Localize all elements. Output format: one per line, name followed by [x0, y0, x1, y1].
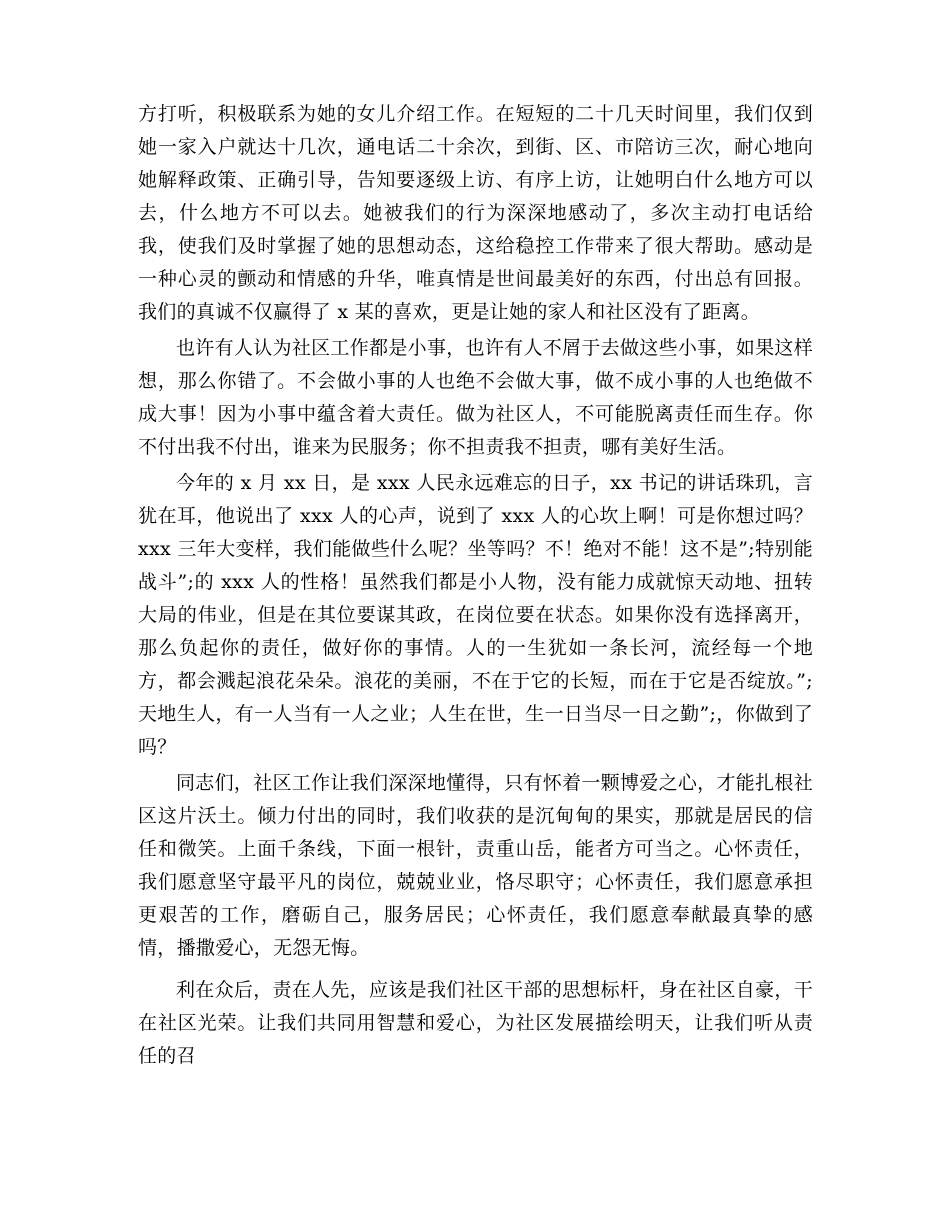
paragraph-gap — [138, 965, 813, 974]
paragraph-4: 同志们，社区工作让我们深深地懂得，只有怀着一颗博爱之心，才能扎根社区这片沃土。倾力付出的同时，我们收获的是沉甸甸的果实，那就是居民的信任和微笑。上面千条线，下面一根针，责重山岳，能者方可当之。心怀责任，我们愿意坚守最平凡的岗位，兢兢业业，恪尽职守；心怀责任，我们愿意承担更艰苦的工作，磨砺自己，服务居民；心怀责任，我们愿意奉献最真挚的感情，播撒爱心，无怨无悔。 — [138, 772, 813, 959]
paragraph-3: 今年的 x 月 xx 日，是 xxx 人民永远难忘的日子，xx 书记的讲话珠玑，言犹在耳，他说出了 xxx 人的心声，说到了 xxx 人的心坎上啊！可是你想过吗？xxx 三年大变样，我们能做些什么呢？坐等吗？不！绝对不能！这不是”;特别能战斗”;的 xxx 人的性格！虽然我们都是小人物，没有能力成就惊天动地、扭转大局的伟业，但是在其位要谋其政，在岗位要在状态。如果你没有选择离开，那么负起你的责任，做好你的事情。人的一生犹如一条长河，流经每一个地方，都会溅起浪花朵朵。浪花的美丽，不在于它的长短，而在于它是否绽放。”;天地生人，有一人当有一人之业；人生在世，生一日当尽一日之勤”;，你做到了吗？ — [138, 472, 813, 758]
paragraph-2: 也许有人认为社区工作都是小事，也许有人不屑于去做这些小事，如果这样想，那么你错了。不会做小事的人也绝不会做大事，做不成小事的人也绝做不成大事！因为小事中蕴含着大责任。做为社区人，不可能脱离责任而生存。你不付出我不付出，谁来为民服务；你不担责我不担责，哪有美好生活。 — [138, 337, 813, 458]
paragraph-1: 方打听，积极联系为她的女儿介绍工作。在短短的二十几天时间里，我们仅到她一家入户就达十几次，通电话二十余次，到街、区、市陪访三次，耐心地向她解释政策、正确引导，告知要逐级上访、有序上访，让她明白什么地方可以去，什么地方不可以去。她被我们的行为深深地感动了，多次主动打电话给我，使我们及时掌握了她的思想动态，这给稳控工作带来了很大帮助。感动是一种心灵的颤动和情感的升华，唯真情是世间最美好的东西，付出总有回报。我们的真诚不仅赢得了 x 某的喜欢，更是让她的家人和社区没有了距离。 — [138, 103, 813, 323]
document-body — [138, 98, 813, 1073]
paragraph-5: 利在众后，责在人先，应该是我们社区干部的思想标杆，身在社区自豪，干在社区光荣。让我们共同用智慧和爱心，为社区发展描绘明天，让我们听从责任的召 — [138, 979, 813, 1067]
